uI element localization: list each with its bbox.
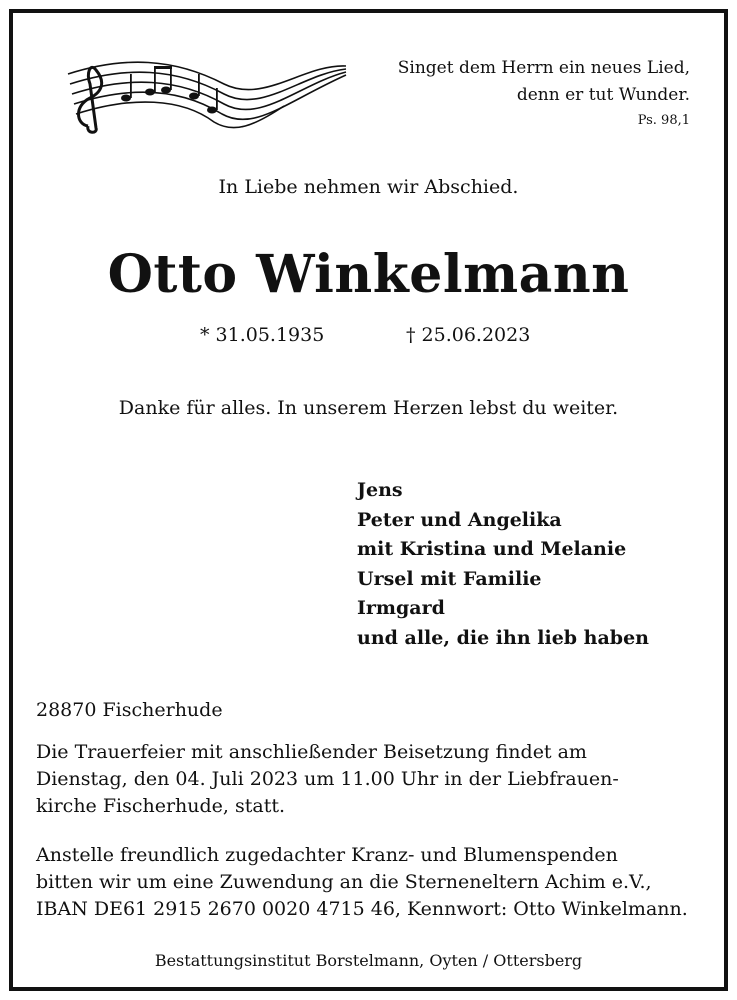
music-staff-icon — [54, 44, 350, 134]
mourner-item: Irmgard — [357, 597, 445, 619]
birth-date: * 31.05.1935 — [200, 324, 325, 346]
mourner-item: Jens — [357, 479, 403, 501]
death-date: † 25.06.2023 — [406, 324, 531, 346]
mourner-item: Peter und Angelika — [357, 508, 562, 531]
donation-line: IBAN DE61 2915 2670 0020 4715 46, Kennwort: Otto Winkelmann. — [36, 898, 688, 920]
ceremony-line: Die Trauerfeier mit anschließender Beisetzung findet am — [36, 741, 587, 763]
thanks-line: Danke für alles. In unserem Herzen lebst du weiter. — [118, 397, 619, 419]
ceremony-line: Dienstag, den 04. Juli 2023 um 11.00 Uhr in der Liebfrauen- — [36, 768, 619, 790]
verse-reference: Ps. 98,1 — [637, 113, 690, 128]
mourner-item: Ursel mit Familie — [357, 567, 542, 590]
mourner-item: mit Kristina und Melanie — [357, 538, 627, 560]
mourners-list — [357, 476, 649, 653]
verse-line-2: denn er tut Wunder. — [516, 85, 690, 105]
town-line: 28870 Fischerhude — [36, 699, 223, 721]
intro-line: In Liebe nehmen wir Abschied. — [218, 176, 519, 198]
donation-line: Anstelle freundlich zugedachter Kranz- und Blumenspenden — [36, 844, 618, 866]
ceremony-line: kirche Fischerhude, statt. — [36, 795, 286, 817]
verse-line-1: Singet dem Herrn ein neues Lied, — [397, 58, 690, 78]
funeral-home-footer: Bestattungsinstitut Borstelmann, Oyten / Ottersberg — [154, 951, 583, 970]
mourner-item: und alle, die ihn lieb haben — [357, 626, 649, 649]
donation-paragraph — [36, 842, 706, 923]
ceremony-paragraph — [36, 739, 706, 820]
deceased-name: Otto Winkelmann — [107, 244, 630, 305]
bible-verse — [398, 55, 690, 109]
donation-line: bitten wir um eine Zuwendung an die Sterneneltern Achim e.V., — [36, 871, 652, 893]
